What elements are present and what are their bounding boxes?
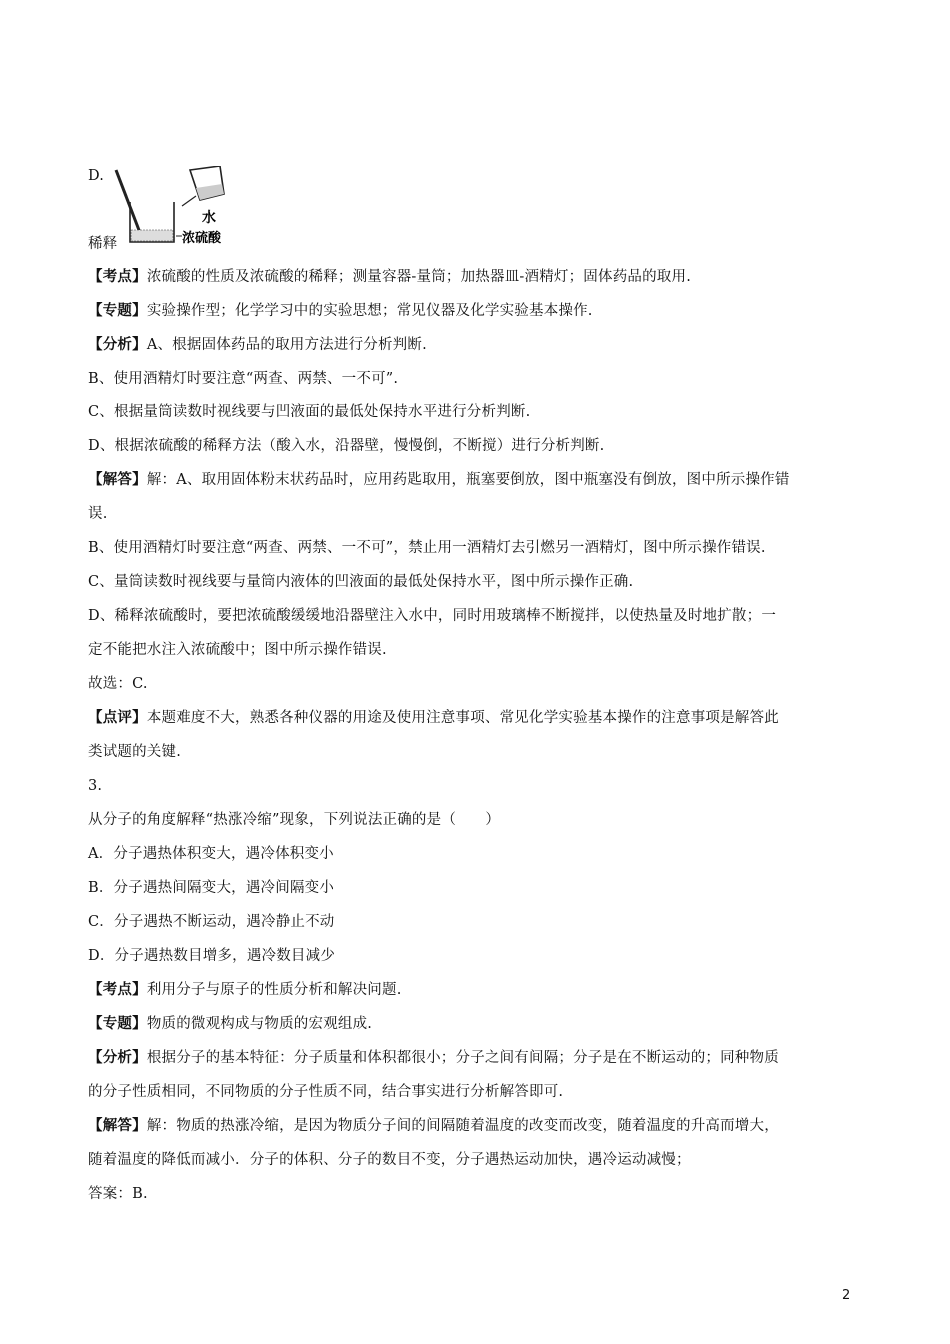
q2-answer: 故选：C. bbox=[88, 676, 148, 692]
q3-jieda: 【解答】解：物质的热涨冷缩，是因为物质分子间的间隔随着温度的改变而改变，随着温度的升高而增大， bbox=[88, 1118, 779, 1134]
q2-dianping: 【点评】本题难度不大，熟悉各种仪器的用途及使用注意事项、常见化学实验基本操作的注意事项是解答此 bbox=[88, 710, 779, 726]
q2-jieda-d2: 定不能把水注入浓硫酸中；图中所示操作错误. bbox=[88, 642, 387, 658]
q3-option-b: B．分子遇热间隔变大，遇冷间隔变小 bbox=[88, 880, 335, 896]
q2-kaodian: 【考点】浓硫酸的性质及浓硫酸的稀释；测量容器-量筒；加热器皿-酒精灯；固体药品的取用. bbox=[88, 269, 692, 285]
water-label: 水 bbox=[202, 210, 216, 226]
q2-fenxi-b: B、使用酒精灯时要注意“两查、两禁、一不可”. bbox=[88, 371, 399, 387]
q3-number: 3. bbox=[88, 778, 103, 794]
q2-dianping2: 类试题的关键. bbox=[88, 744, 182, 760]
q3-fenxi2: 的分子性质相同，不同物质的分子性质不同，结合事实进行分析解答即可. bbox=[88, 1084, 564, 1100]
q3-option-d: D．分子遇热数目增多，遇冷数目减少 bbox=[88, 948, 336, 964]
q2-jieda: 【解答】解：A、取用固体粉末状药品时，应用药匙取用，瓶塞要倒放，图中瓶塞没有倒放，图中所示操作错 bbox=[88, 472, 790, 488]
q2-fenxi-d: D、根据浓硫酸的稀释方法（酸入水，沿器壁，慢慢倒，不断搅）进行分析判断. bbox=[88, 438, 605, 454]
q3-jieda2: 随着温度的降低而减小．分子的体积、分子的数目不变，分子遇热运动加快，遇冷运动减慢； bbox=[88, 1152, 691, 1168]
q2-jieda-c: C、量筒读数时视线要与量筒内液体的凹液面的最低处保持水平，图中所示操作正确. bbox=[88, 574, 634, 590]
q2-fenxi-c: C、根据量筒读数时视线要与凹液面的最低处保持水平进行分析判断. bbox=[88, 404, 531, 420]
q2-jieda-a2: 误. bbox=[88, 506, 108, 522]
q2-fenxi: 【分析】A、根据固体药品的取用方法进行分析判断. bbox=[88, 337, 427, 353]
q3-kaodian: 【考点】利用分子与原子的性质分析和解决问题. bbox=[88, 982, 402, 998]
q3-answer: 答案：B. bbox=[88, 1186, 148, 1202]
dilution-figure bbox=[112, 166, 232, 248]
q3-zhuanti: 【专题】物质的微观构成与物质的宏观组成. bbox=[88, 1016, 373, 1032]
acid-label: 浓硫酸 bbox=[182, 231, 222, 246]
acid-liquid bbox=[131, 230, 173, 241]
q2-jieda-b: B、使用酒精灯时要注意“两查、两禁、一不可”，禁止用一酒精灯去引燃另一酒精灯，图中所示操作错误. bbox=[88, 540, 766, 556]
q3-option-a: A．分子遇热体积变大，遇冷体积变小 bbox=[88, 846, 334, 862]
q3-option-c: C．分子遇热不断运动，遇冷静止不动 bbox=[88, 914, 335, 930]
q3-fenxi: 【分析】根据分子的基本特征：分子质量和体积都很小；分子之间有间隔；分子是在不断运动的；同种物质 bbox=[88, 1050, 779, 1066]
q3-stem: 从分子的角度解释“热涨冷缩”现象，下列说法正确的是（ ） bbox=[88, 812, 501, 828]
figure-caption: 稀释 bbox=[88, 236, 118, 252]
glass-rod bbox=[116, 170, 142, 238]
q2-zhuanti: 【专题】实验操作型；化学学习中的实验思想；常见仪器及化学实验基本操作. bbox=[88, 303, 593, 319]
option-d-label: D. bbox=[88, 168, 105, 184]
q2-jieda-d1: D、稀释浓硫酸时，要把浓硫酸缓缓地沿器壁注入水中，同时用玻璃棒不断搅拌，以使热量及时地扩散；一 bbox=[88, 608, 777, 624]
page-number: 2 bbox=[842, 1288, 851, 1303]
